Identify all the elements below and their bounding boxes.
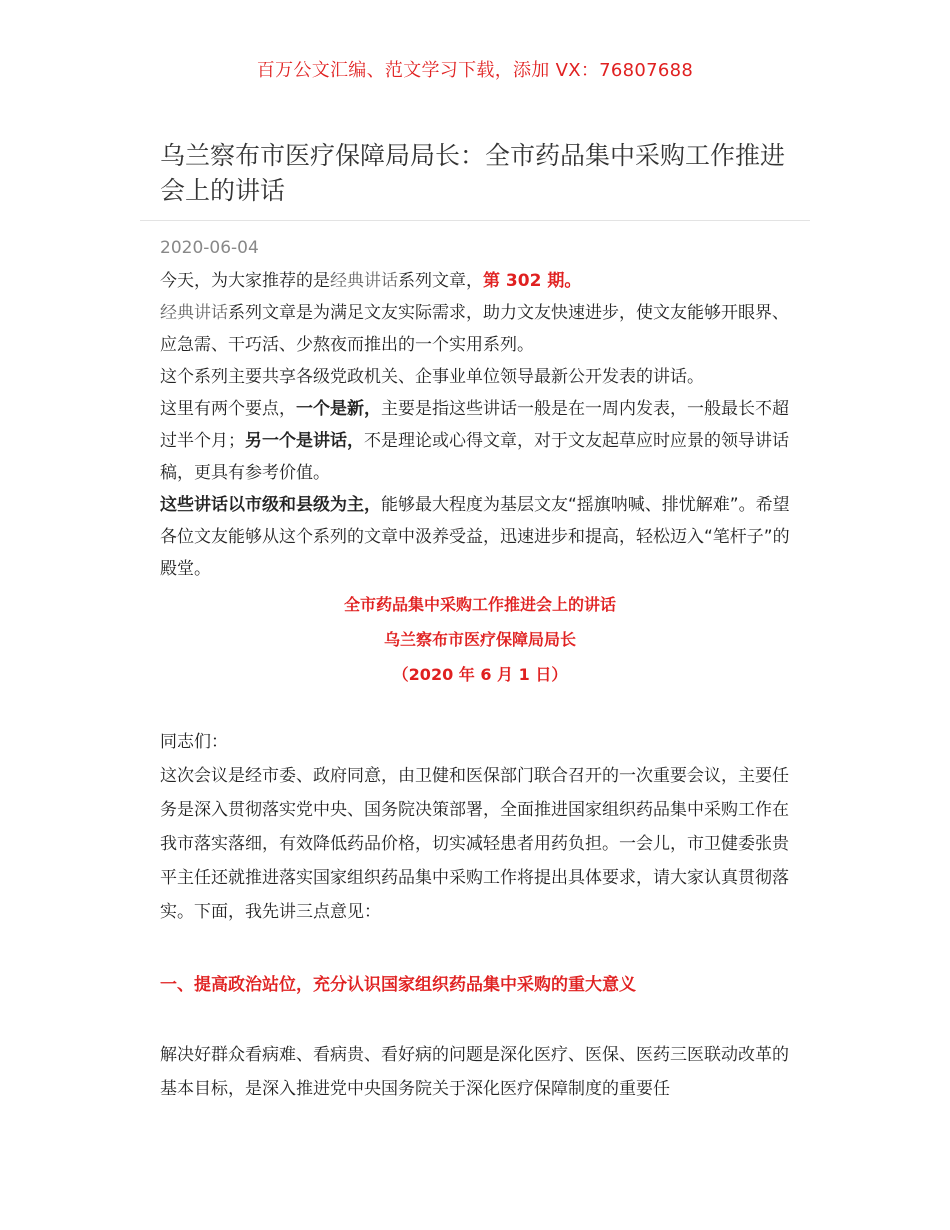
intro-paragraph-2 [160, 297, 800, 361]
intro-p1-text-a: 今天，为大家推荐的是 [160, 271, 330, 291]
speech-paragraph-1: 这次会议是经市委、政府同意，由卫健和医保部门联合召开的一次重要会议，主要任务是深入贯彻落实党中央、国务院决策部署，全面推进国家组织药品集中采购工作在我市落实落细，有效降低药品价格，切实减轻患者用药负担。一会儿，市卫健委张贵平主任还就推进落实国家组织药品集中采购工作将提出具体要求，请大家认真贯彻落实。下面，我先讲三点意见： [160, 766, 789, 922]
speech-opening [160, 725, 800, 929]
intro-paragraph-5 [160, 489, 800, 585]
section-1-paragraph-1: 解决好群众看病难、看病贵、看好病的问题是深化医疗、医保、医药三医联动改革的基本目标，是深入推进党中央国务院关于深化医疗保障制度的重要任 [160, 1045, 789, 1099]
article-date: 2020-06-04 [160, 238, 259, 258]
watermark-banner: 百万公文汇编、范文学习下载，添加 VX：76807688 [256, 60, 694, 81]
title-divider [140, 220, 810, 221]
intro-paragraph-3: 这个系列主要共享各级党政机关、企事业单位领导最新公开发表的讲话。 [160, 367, 704, 387]
intro-paragraph-1 [160, 265, 800, 297]
intro-p1-text-b: 系列文章， [398, 271, 483, 291]
intro-p4-text-e: 不是理论或心得文章，对于文友起草应时应景的领导讲话稿，更具有参考价值。 [160, 431, 789, 483]
intro-section [160, 265, 800, 692]
intro-p4-bold-1: 一个是新， [296, 399, 381, 419]
issue-number: 第 302 期。 [483, 271, 582, 291]
speech-greeting: 同志们： [160, 732, 228, 752]
speech-speaker: 乌兰察布市医疗保障局局长 [383, 630, 576, 649]
series-name: 经典讲话 [330, 271, 398, 291]
series-name: 经典讲话 [160, 303, 228, 323]
section-heading-1: 一、提高政治站位，充分认识国家组织药品集中采购的重大意义 [160, 975, 636, 995]
intro-paragraph-4 [160, 393, 800, 489]
intro-p4-text-c: 主要是指这些讲话一般是在一周内发表，一般最长不超过半个月； [160, 399, 789, 451]
intro-p5-bold: 这些讲话以市级和县级为主， [160, 495, 381, 515]
speech-date: （2020 年 6 月 1 日） [392, 665, 568, 684]
article-title: 乌兰察布市医疗保障局局长：全市药品集中采购工作推进会上的讲话 [160, 141, 786, 205]
intro-p4-bold-2: 另一个是讲话， [245, 431, 364, 451]
intro-p4-text-a: 这里有两个要点， [160, 399, 296, 419]
intro-p2-text: 系列文章是为满足文友实际需求，助力文友快速进步，使文友能够开眼界、应急需、干巧活、少熬夜而推出的一个实用系列。 [160, 303, 789, 355]
speech-title: 全市药品集中采购工作推进会上的讲话 [343, 595, 616, 614]
intro-p5-text: 能够最大程度为基层文友“摇旗呐喊、排忧解难”。希望各位文友能够从这个系列的文章中汲养受益，迅速进步和提高，轻松迈入“笔杆子”的殿堂。 [160, 495, 790, 579]
